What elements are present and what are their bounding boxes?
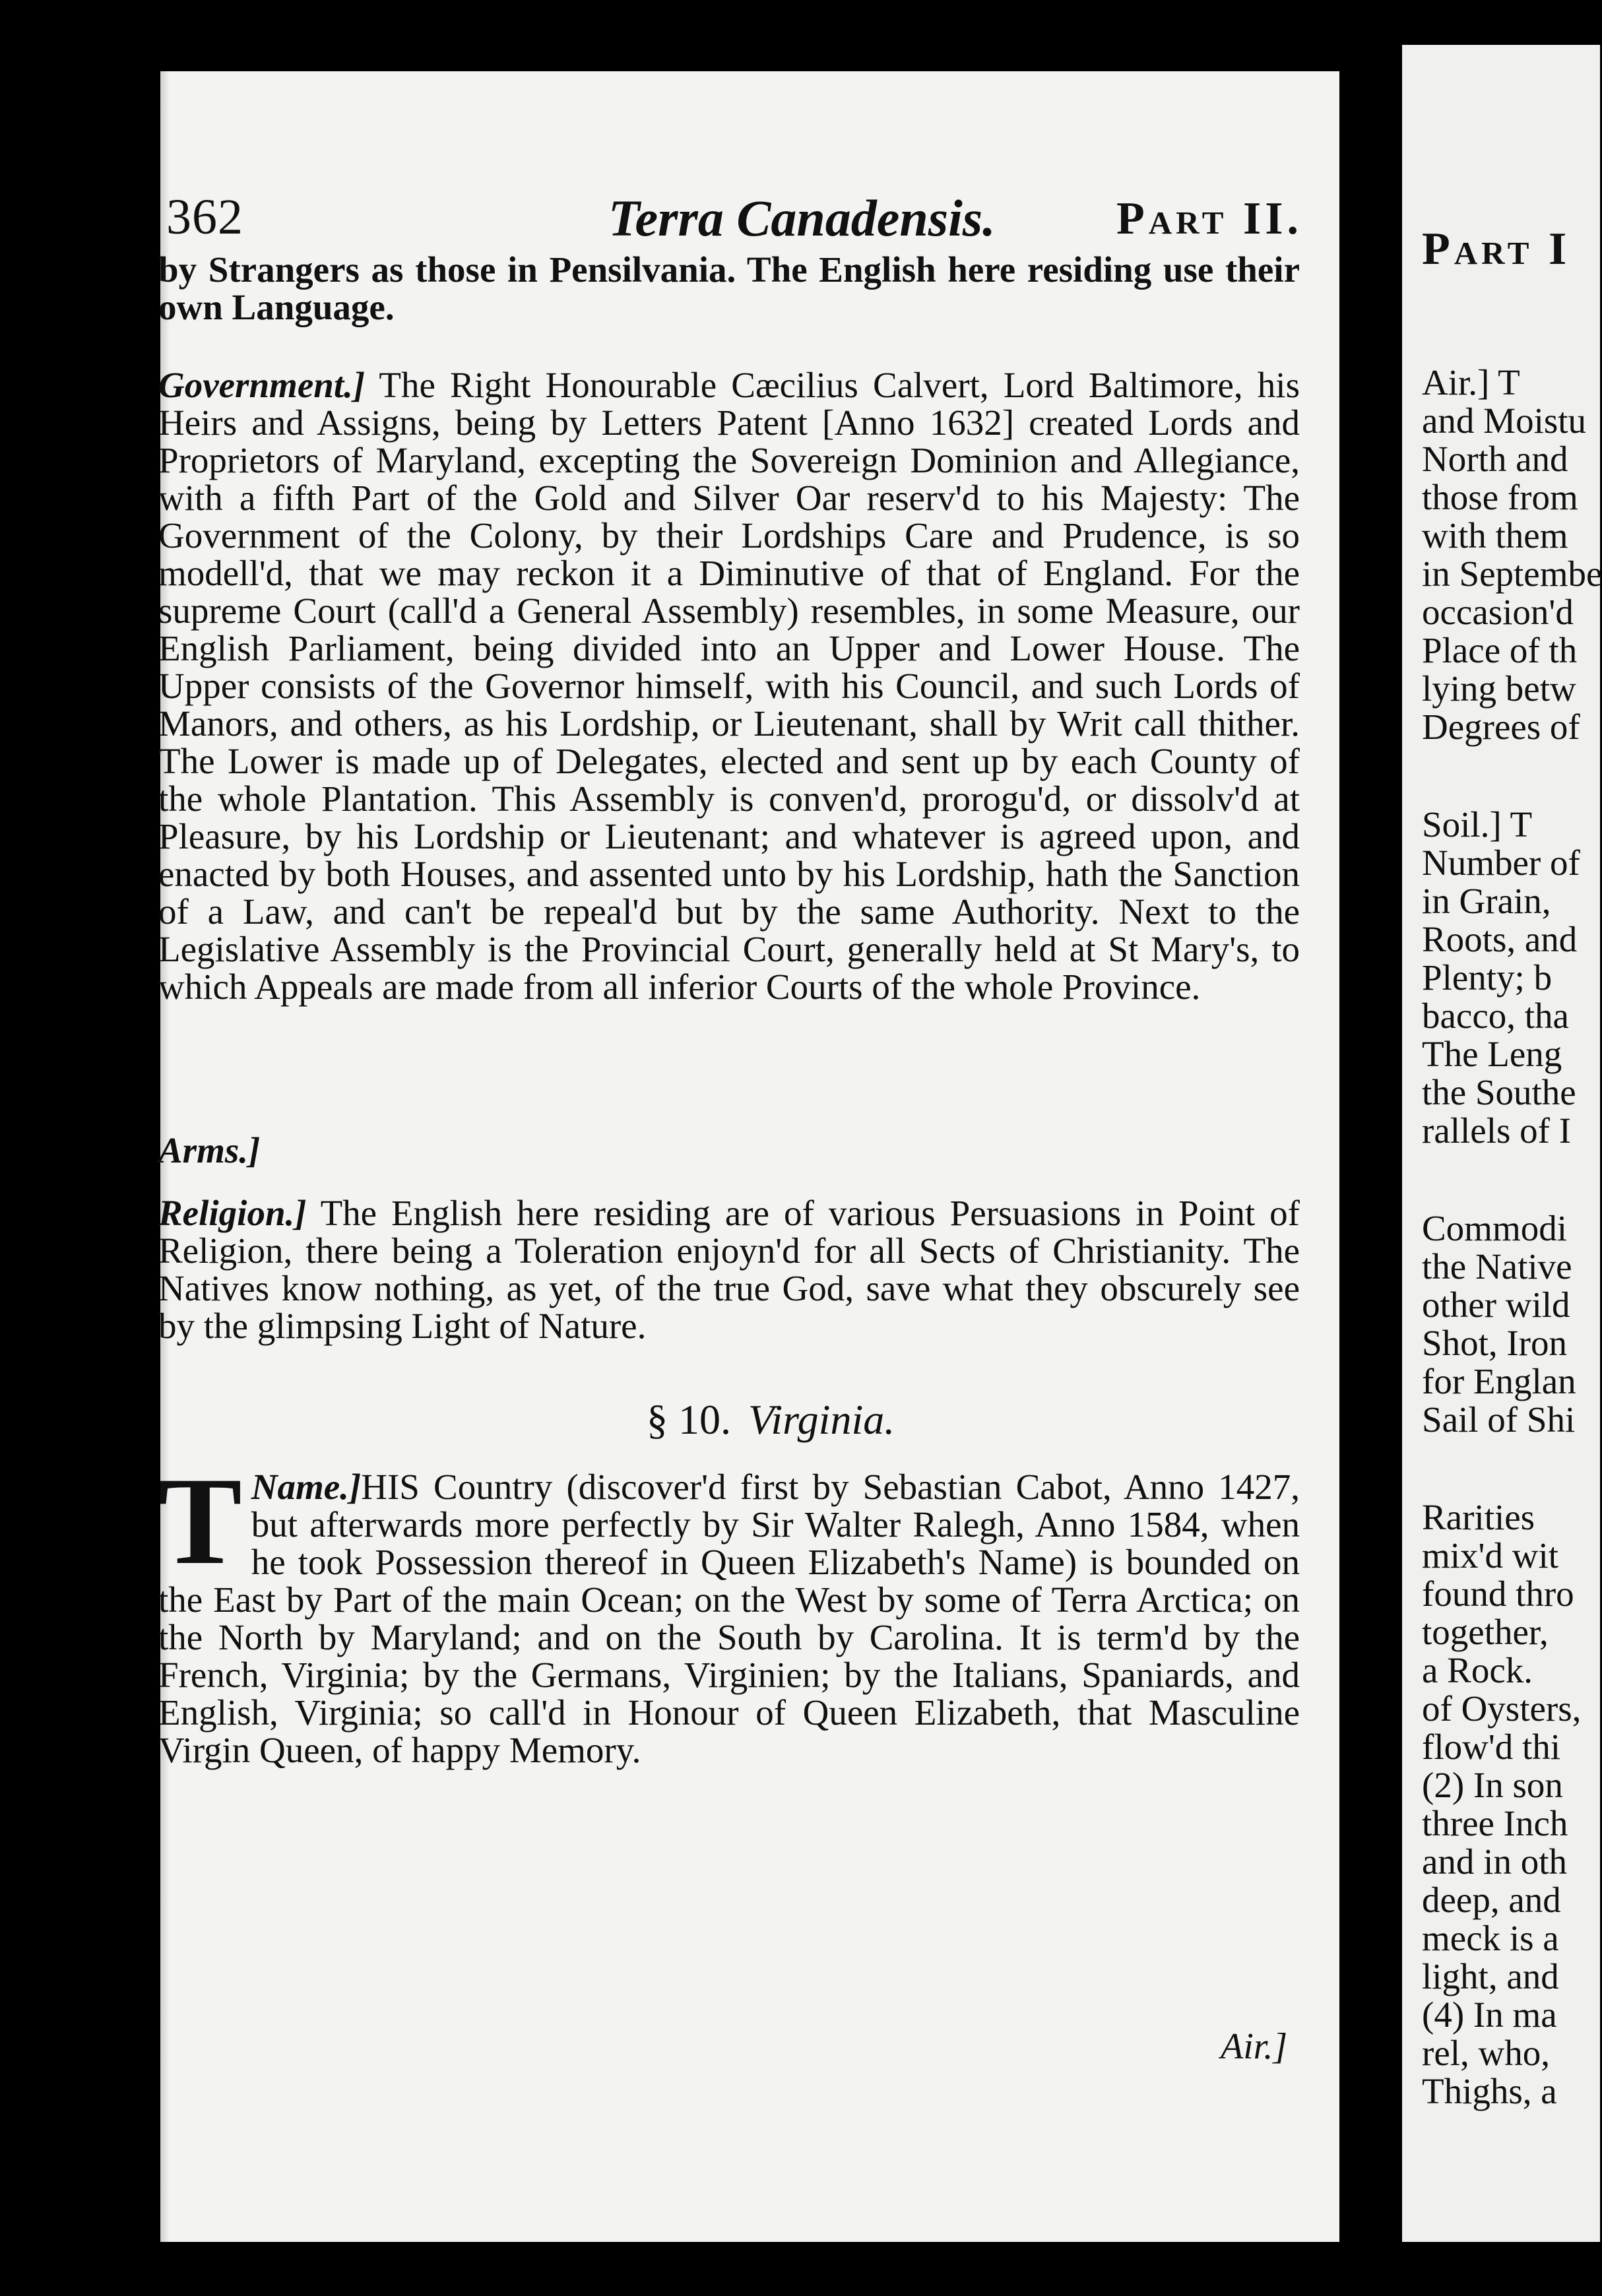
right-page-line: together, [1422, 1612, 1549, 1652]
right-page-line: in Grain, [1422, 881, 1551, 921]
right-page-line: (4) In ma [1422, 1994, 1557, 2035]
catchword: Air.] [1221, 2026, 1288, 2067]
side-heading-arms: Arms.] [158, 1130, 261, 1170]
right-page-line: deep, and [1422, 1880, 1561, 1920]
right-page-fragment [1402, 45, 1600, 2242]
right-page-line: Degrees of [1422, 707, 1580, 747]
section-heading [647, 1395, 895, 1444]
right-page-line: Sail of Shi [1422, 1399, 1576, 1440]
right-page-line: North and [1422, 439, 1568, 479]
right-page-line: flow'd thi [1422, 1727, 1561, 1767]
right-page-line: Place of th [1422, 630, 1578, 670]
right-page-line: in Septembe [1422, 554, 1602, 594]
religion-text: The English here residing are of various Persuasions in Point of Religion, there being a Toleration enjoyn'd for all Sects of Christianity. The Natives know nothing, as yet, of the true God, save what they obscurely see by the glimpsing Light of Nature. [158, 1193, 1300, 1346]
drop-cap: T [158, 1452, 242, 1591]
page-number: 362 [166, 189, 243, 245]
right-page-line: Air.] T [1422, 362, 1520, 402]
right-page-line: light, and [1422, 1956, 1559, 1996]
right-page-line: Thighs, a [1422, 2071, 1557, 2111]
right-page-line: (2) In son [1422, 1765, 1563, 1805]
right-page-line: a Rock. [1422, 1650, 1533, 1690]
right-page-line: found thro [1422, 1574, 1574, 1614]
right-page-line: and Moistu [1422, 400, 1587, 441]
right-page-line: three Inch [1422, 1803, 1568, 1843]
side-heading-name: Name.] [251, 1467, 362, 1507]
paragraph-arms [158, 1132, 1300, 1169]
right-page-line: occasion'd [1422, 592, 1574, 632]
right-page-line: Soil.] T [1422, 804, 1533, 845]
right-page-line: Roots, and [1422, 919, 1578, 959]
side-heading-religion: Religion.] [158, 1193, 307, 1233]
side-heading-government: Government.] [158, 365, 366, 405]
right-page-line: mix'd wit [1422, 1535, 1559, 1576]
right-page-line: Rarities [1422, 1497, 1535, 1537]
name-text: HIS Country (discover'd first by Sebastian Cabot, Anno 1427, but afterwards more perfectly by Sir Walter Ralegh, Anno 1584, when he took Possession thereof in Queen Elizabeth's Name) is bounded on the East by Part of the main Ocean; on the West by some of Terra Arctica; on the North by Maryland; and on the South by Carolina. It is term'd by the French, Virginia; by the Germans, Virginien; by the Italians, Spaniards, and English, Virginia; so call'd in Honour of Queen Elizabeth, that Masculine Virgin Queen, of happy Memory. [158, 1467, 1300, 1770]
right-page-line: Shot, Iron [1422, 1323, 1567, 1363]
running-header [166, 125, 1314, 247]
right-page-line: The Leng [1422, 1034, 1562, 1074]
paragraph-government [158, 366, 1300, 1005]
part-label: Part II. [1116, 193, 1302, 244]
right-page-line: those from [1422, 477, 1578, 517]
right-page-line: for Englan [1422, 1361, 1576, 1401]
section-title: Virginia. [748, 1396, 895, 1443]
right-page-line: Plenty; b [1422, 957, 1553, 998]
paragraph-religion [158, 1194, 1300, 1345]
right-page-line: the Southe [1422, 1072, 1576, 1112]
right-page-line: with them [1422, 515, 1568, 556]
section-number: § 10. [647, 1396, 731, 1443]
paragraph-language: by Strangers as those in Pensilvania. The English here residing use their own Language. [158, 249, 1300, 327]
running-title: Terra Canadensis. [608, 189, 996, 247]
right-page-header: Part I [1422, 224, 1571, 274]
right-page-line: lying betw [1422, 668, 1576, 709]
right-page-line: Commodi [1422, 1208, 1568, 1248]
right-page-line: rallels of I [1422, 1110, 1572, 1151]
right-page-line: meck is a [1422, 1918, 1559, 1958]
right-page-line: and in oth [1422, 1841, 1567, 1882]
right-page-line: other wild [1422, 1285, 1570, 1325]
right-page-line: of Oysters, [1422, 1688, 1582, 1729]
right-page-line: rel, who, [1422, 2033, 1550, 2073]
right-page-line: Number of [1422, 843, 1580, 883]
paragraph-name [158, 1452, 1300, 1770]
right-page-line: bacco, tha [1422, 996, 1569, 1036]
government-text: The Right Honourable Cæcilius Calvert, Lord Baltimore, his Heirs and Assigns, being by Letters Patent [Anno 1632] created Lords and Proprietors of Maryland, excepting the Sovereign Dominion and Allegiance, with a fifth Part of the Gold and Silver Oar reserv'd to his Majesty: The Government of the Colony, by their Lordships Care and Prudence, is so modell'd, that we may reckon it a Diminutive of that of England. For the supreme Court (call'd a General Assembly) resembles, in some Measure, our English Parliament, being divided into an Upper and Lower House. The Upper consists of the Governor himself, with his Council, and such Lords of Manors, and others, as his Lordship, or Lieutenant, shall by Writ call thither. The Lower is made up of Delegates, elected and sent up by each County of the whole Plantation. This Assembly is conven'd, prorogu'd, or dissolv'd at Pleasure, by his Lordship or Lieutenant; and whatever is agreed upon, and enacted by both Houses, and assented unto by his Lordship, hath the Sanction of a Law, and can't be repeal'd but by the same Authority. Next to the Legislative Assembly is the Provincial Court, generally held at St Mary's, to which Appeals are made from all inferior Courts of the whole Province. [158, 365, 1300, 1007]
right-page-line: the Native [1422, 1246, 1572, 1287]
